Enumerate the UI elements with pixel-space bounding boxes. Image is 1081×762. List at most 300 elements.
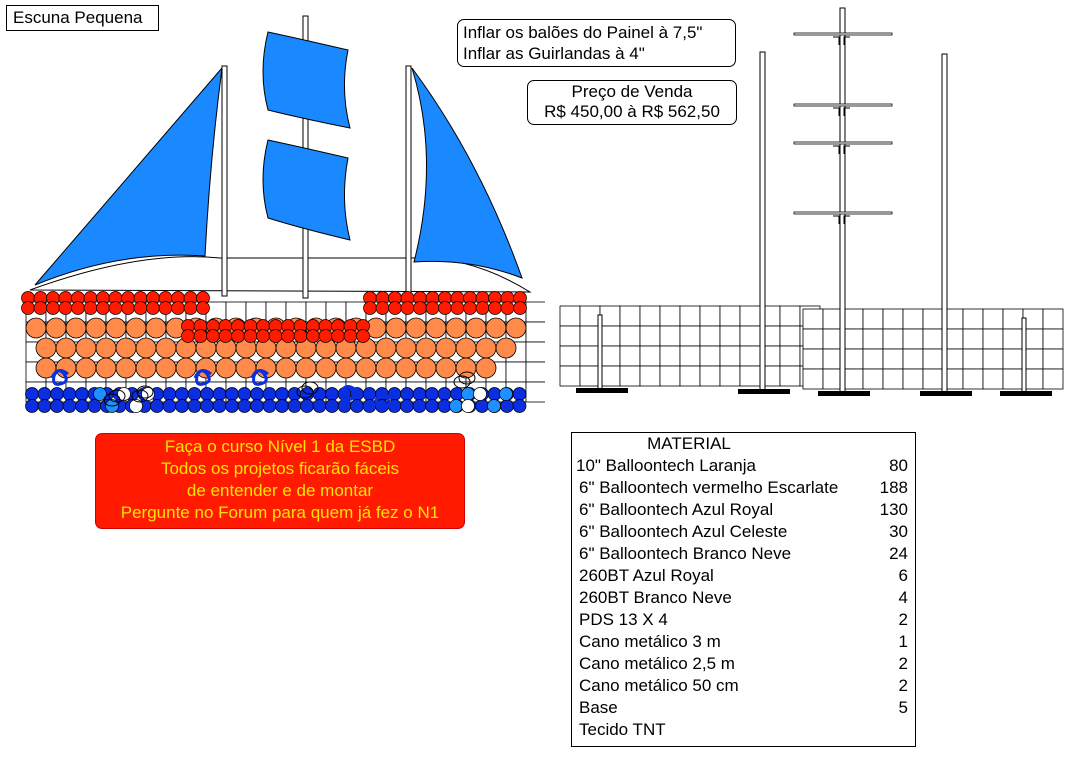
panel-grid-cell	[1023, 369, 1043, 389]
red-balloon	[282, 330, 295, 343]
course-note-line-3: de entender e de montar	[186, 481, 374, 500]
blue-balloon	[26, 400, 39, 413]
panel-grid-cell	[863, 349, 883, 369]
title-text: Escuna Pequena	[13, 8, 143, 27]
material-item-qty: 2	[898, 610, 908, 629]
panel-grid-cell	[640, 346, 660, 366]
orange-balloon	[496, 338, 516, 358]
material-item-name: Base	[579, 698, 618, 717]
blue-balloon	[413, 400, 426, 413]
material-row	[572, 698, 917, 720]
panel-grid-cell	[700, 306, 720, 326]
material-row	[572, 610, 917, 632]
red-balloon	[489, 302, 502, 315]
blue-balloon	[151, 400, 164, 413]
pole-right	[942, 54, 947, 394]
white-balloon	[474, 388, 487, 401]
blue-balloon	[263, 400, 276, 413]
panel-grid-cell	[903, 349, 923, 369]
panel-grid-cell	[863, 309, 883, 329]
panel-grid-cell	[680, 326, 700, 346]
panel-grid-cell	[843, 369, 863, 389]
red-balloon	[147, 302, 160, 315]
crossbar-clamp	[833, 146, 850, 154]
material-item-qty: 24	[889, 544, 908, 563]
sky-blue-balloon	[500, 388, 513, 401]
panel-grid-cell	[560, 346, 580, 366]
red-balloon	[307, 330, 320, 343]
panel-grid-cell	[740, 326, 760, 346]
red-balloon	[207, 330, 220, 343]
panel-grid-cell	[963, 309, 983, 329]
material-table	[571, 432, 916, 747]
orange-balloon	[356, 358, 376, 378]
panel-grid-cell	[863, 329, 883, 349]
blue-balloon	[263, 388, 276, 401]
material-item-name: Cano metálico 3 m	[579, 632, 721, 651]
blue-balloon	[26, 388, 39, 401]
material-row	[572, 588, 917, 610]
orange-balloon	[96, 358, 116, 378]
hull-grid-cell	[526, 382, 545, 402]
pole-short-left	[598, 315, 602, 389]
panel-grid-cell	[943, 329, 963, 349]
panel-grid-cell	[660, 326, 680, 346]
inflate-note-panel: Inflar os balões do Painel à 7,5"	[463, 23, 703, 42]
hull-grid-cell	[526, 362, 545, 382]
panel-grid-cell	[883, 349, 903, 369]
panel-grid-cell	[660, 306, 680, 326]
material-row	[572, 566, 917, 588]
blue-balloon	[226, 400, 239, 413]
course-note-line-4: Pergunte no Forum para quem já fez o N1	[120, 503, 440, 522]
blue-balloon	[38, 400, 51, 413]
red-balloon	[59, 302, 72, 315]
orange-balloon	[126, 318, 146, 338]
orange-balloon	[96, 338, 116, 358]
red-balloon	[357, 330, 370, 343]
price-box	[527, 80, 737, 125]
material-item-name: 6" Balloontech Azul Celeste	[579, 522, 788, 541]
blue-balloon	[188, 388, 201, 401]
panel-grid-cell	[983, 349, 1003, 369]
material-item-qty: 130	[879, 500, 908, 519]
panel-grid-cell	[560, 306, 580, 326]
red-balloon	[476, 302, 489, 315]
red-balloon	[426, 302, 439, 315]
red-balloon	[439, 302, 452, 315]
red-balloon	[332, 330, 345, 343]
blue-balloon	[238, 388, 251, 401]
red-balloon	[344, 330, 357, 343]
panel-grid-cell	[1003, 369, 1023, 389]
panel-grid-cell	[660, 366, 680, 386]
sky-blue-balloon	[450, 400, 463, 413]
orange-balloon	[426, 318, 446, 338]
panel-grid-cell	[620, 366, 640, 386]
orange-balloon	[76, 338, 96, 358]
red-balloon	[134, 302, 147, 315]
red-balloon	[34, 302, 47, 315]
red-balloon	[159, 302, 172, 315]
course-note-line-1: Faça o curso Nível 1 da ESBD	[164, 437, 396, 456]
panel-grid-cell	[923, 369, 943, 389]
blue-balloon	[426, 388, 439, 401]
material-row	[572, 720, 917, 742]
orange-balloon	[406, 318, 426, 338]
blue-balloon	[238, 400, 251, 413]
material-title: MATERIAL	[647, 434, 731, 453]
panel-grid-cell	[1023, 349, 1043, 369]
panel-grid-cell	[1043, 369, 1063, 389]
orange-balloon	[386, 318, 406, 338]
panel-grid-cell	[800, 326, 820, 346]
red-balloon	[47, 302, 60, 315]
upper-square-sail	[263, 32, 350, 128]
red-balloon	[451, 302, 464, 315]
orange-balloon	[436, 338, 456, 358]
panel-grid-cell	[740, 366, 760, 386]
panel-grid-right	[803, 309, 1063, 389]
orange-balloon	[86, 318, 106, 338]
blue-balloon	[251, 388, 264, 401]
material-row	[572, 456, 917, 478]
orange-balloon	[396, 338, 416, 358]
blue-balloon	[188, 400, 201, 413]
panel-grid-cell	[700, 326, 720, 346]
panel-grid-cell	[823, 369, 843, 389]
panel-grid-cell	[1003, 349, 1023, 369]
hull-grid-cell	[526, 322, 545, 342]
material-row	[572, 500, 917, 522]
orange-balloon	[176, 358, 196, 378]
blue-balloon	[88, 400, 101, 413]
red-balloon	[401, 302, 414, 315]
red-balloon	[501, 302, 514, 315]
panel-grid-cell	[620, 326, 640, 346]
red-balloon	[184, 302, 197, 315]
panel-grid-cell	[1023, 309, 1043, 329]
blue-balloon	[176, 388, 189, 401]
red-balloon	[269, 330, 282, 343]
blue-balloon	[438, 388, 451, 401]
blue-balloon	[488, 388, 501, 401]
panel-grid-cell	[720, 346, 740, 366]
blue-balloon	[513, 388, 526, 401]
red-balloon	[464, 302, 477, 315]
blue-balloon	[276, 400, 289, 413]
blue-balloon	[513, 400, 526, 413]
blue-balloon	[313, 400, 326, 413]
orange-balloon	[446, 318, 466, 338]
red-balloon	[414, 302, 427, 315]
orange-balloon	[476, 338, 496, 358]
base-2	[738, 389, 790, 394]
blue-balloon	[301, 400, 314, 413]
blue-balloon	[201, 388, 214, 401]
orange-balloon	[476, 358, 496, 378]
orange-balloon	[56, 338, 76, 358]
panel-grid-cell	[680, 346, 700, 366]
panel-grid-cell	[923, 309, 943, 329]
material-item-qty: 30	[889, 522, 908, 541]
red-balloon	[294, 330, 307, 343]
panel-grid-cell	[780, 326, 800, 346]
blue-balloon	[276, 388, 289, 401]
red-balloon	[172, 302, 185, 315]
hull-grid-cell	[526, 302, 545, 322]
blue-balloon	[351, 400, 364, 413]
base-1	[576, 388, 628, 393]
hull-grid-cell	[506, 362, 526, 382]
panel-grid-cell	[720, 366, 740, 386]
blue-balloon	[251, 400, 264, 413]
blue-balloon	[326, 400, 339, 413]
blue-balloon	[288, 400, 301, 413]
orange-balloon	[396, 358, 416, 378]
material-item-name: 6" Balloontech Branco Neve	[579, 544, 792, 563]
tall-pole-crossbars	[794, 33, 892, 224]
panel-grid-cell	[983, 329, 1003, 349]
inflate-note-garland: Inflar as Guirlandas à 4"	[463, 44, 645, 63]
material-item-name: Tecido TNT	[579, 720, 666, 739]
blue-balloon	[51, 400, 64, 413]
title-label	[6, 5, 159, 31]
panel-grid-cell	[560, 326, 580, 346]
panel-grid-cell	[740, 306, 760, 326]
material-item-name: Cano metálico 50 cm	[579, 676, 739, 695]
panel-grid-cell	[600, 346, 620, 366]
material-row	[572, 522, 917, 544]
red-balloon	[197, 302, 210, 315]
lower-square-sail	[263, 140, 350, 240]
sky-blue-balloon	[488, 400, 501, 413]
pole-short-right	[1022, 318, 1026, 392]
panel-grid-cell	[800, 346, 820, 366]
material-item-qty: 1	[898, 632, 908, 651]
orange-balloon	[506, 318, 526, 338]
panel-grid-cell	[943, 349, 963, 369]
panel-grid-cell	[883, 369, 903, 389]
base-4	[920, 391, 972, 396]
orange-balloon	[456, 358, 476, 378]
panel-grid-cell	[923, 349, 943, 369]
panel-grid-cell	[843, 309, 863, 329]
panel-grid-cell	[823, 349, 843, 369]
panel-grid-cell	[760, 346, 780, 366]
panel-grid-cell	[1003, 329, 1023, 349]
sky-blue-balloon	[462, 388, 475, 401]
panel-grid-cell	[943, 309, 963, 329]
panel-grid-cell	[883, 309, 903, 329]
panel-grid-cell	[660, 346, 680, 366]
orange-balloon	[66, 318, 86, 338]
red-balloon	[319, 330, 332, 343]
orange-balloon	[456, 338, 476, 358]
blue-balloon	[501, 400, 514, 413]
red-balloon	[244, 330, 257, 343]
blue-balloon	[226, 388, 239, 401]
course-note-box	[95, 433, 465, 529]
material-item-qty: 2	[898, 676, 908, 695]
material-item-qty: 4	[898, 588, 908, 607]
panel-grid-cell	[640, 326, 660, 346]
blue-balloon	[76, 388, 89, 401]
red-balloon	[364, 302, 377, 315]
orange-balloon	[336, 358, 356, 378]
pole-left	[760, 52, 765, 392]
panel-grid-cell	[600, 366, 620, 386]
blue-balloon	[38, 388, 51, 401]
panel-grid-cell	[700, 346, 720, 366]
panel-grid-cell	[903, 329, 923, 349]
blue-balloon	[63, 388, 76, 401]
panel-grid-cell	[580, 346, 600, 366]
panel-grid-cell	[963, 329, 983, 349]
material-item-name: 260BT Azul Royal	[579, 566, 714, 585]
panel-grid-cell	[760, 326, 780, 346]
material-row	[572, 544, 917, 566]
orange-balloon	[76, 358, 96, 378]
red-balloon	[182, 330, 195, 343]
crossbar-clamp	[833, 37, 850, 45]
material-item-name: 6" Balloontech vermelho Escarlate	[579, 478, 839, 497]
panel-grid-cell	[983, 369, 1003, 389]
panel-grid-cell	[720, 326, 740, 346]
panel-grid-cell	[1043, 309, 1063, 329]
orange-balloon	[316, 358, 336, 378]
panel-grid-cell	[580, 306, 600, 326]
mast-left	[222, 66, 227, 296]
blue-balloon	[438, 400, 451, 413]
panel-grid-cell	[720, 306, 740, 326]
panel-grid-cell	[680, 366, 700, 386]
panel-grid-cell	[1043, 349, 1063, 369]
orange-balloon	[416, 358, 436, 378]
price-range: R$ 450,00 à R$ 562,50	[544, 102, 720, 121]
material-item-name: 6" Balloontech Azul Royal	[579, 500, 774, 519]
blue-balloon	[313, 388, 326, 401]
blue-balloon	[51, 388, 64, 401]
panel-grid-cell	[780, 366, 800, 386]
red-balloon	[72, 302, 85, 315]
material-item-name: PDS 13 X 4	[579, 610, 668, 629]
base-3	[818, 391, 870, 396]
crossbar-clamp	[833, 216, 850, 224]
red-balloon	[22, 302, 35, 315]
panel-grid-cell	[640, 366, 660, 386]
crossbar	[794, 212, 892, 214]
panel-grid-cell	[823, 329, 843, 349]
panel-grid-cell	[640, 306, 660, 326]
blue-balloon	[163, 400, 176, 413]
panel-grid-cell	[600, 306, 620, 326]
inflate-notes-box	[457, 19, 736, 67]
panel-grid-cell	[1023, 329, 1043, 349]
orange-balloon	[136, 358, 156, 378]
red-balloon	[97, 302, 110, 315]
material-item-qty: 5	[898, 698, 908, 717]
orange-balloon	[156, 358, 176, 378]
panel-grid-cell	[800, 306, 820, 326]
material-item-qty: 188	[879, 478, 908, 497]
material-row	[572, 654, 917, 676]
pole-tall	[840, 8, 845, 394]
panel-grid-cell	[903, 369, 923, 389]
panel-grid-cell	[803, 369, 823, 389]
panel-grid-cell	[760, 306, 780, 326]
blue-balloon	[401, 400, 414, 413]
orange-balloon	[36, 338, 56, 358]
blue-balloon	[426, 400, 439, 413]
panel-grid-cell	[580, 366, 600, 386]
blue-balloon	[213, 388, 226, 401]
orange-balloon	[106, 318, 126, 338]
panel-grid-cell	[863, 369, 883, 389]
panel-grid-cell	[903, 309, 923, 329]
red-balloon	[84, 302, 97, 315]
orange-balloon	[146, 318, 166, 338]
orange-balloon	[296, 358, 316, 378]
panel-grid-cell	[560, 366, 580, 386]
mast-right	[406, 66, 411, 296]
red-balloon	[219, 330, 232, 343]
red-balloon	[109, 302, 122, 315]
panel-grid-cell	[600, 326, 620, 346]
red-balloon	[194, 330, 207, 343]
orange-balloon	[376, 358, 396, 378]
crossbar	[794, 142, 892, 144]
orange-balloon	[216, 358, 236, 378]
panel-grid-cell	[823, 309, 843, 329]
orange-balloon	[276, 358, 296, 378]
blue-balloon	[163, 388, 176, 401]
panel-grid-cell	[680, 306, 700, 326]
panel-grid-cell	[843, 349, 863, 369]
red-balloon	[232, 330, 245, 343]
material-item-qty: 2	[898, 654, 908, 673]
panel-grid-cell	[963, 369, 983, 389]
orange-balloon	[466, 318, 486, 338]
crossbar	[794, 104, 892, 106]
panel-grid-cell	[800, 366, 820, 386]
orange-balloon	[116, 338, 136, 358]
panel-grid-cell	[983, 309, 1003, 329]
panel-grid-cell	[803, 349, 823, 369]
panel-grid-cell	[1003, 309, 1023, 329]
panel-grid-cell	[963, 349, 983, 369]
orange-balloon	[116, 358, 136, 378]
panel-grid-cell	[760, 366, 780, 386]
orange-balloon	[136, 338, 156, 358]
blue-balloon	[363, 388, 376, 401]
blue-balloon	[213, 400, 226, 413]
blue-balloon	[76, 400, 89, 413]
blue-balloon	[326, 388, 339, 401]
panel-grid-cell	[620, 346, 640, 366]
white-balloon	[462, 400, 475, 413]
material-item-qty: 80	[889, 456, 908, 475]
material-item-name: Cano metálico 2,5 m	[579, 654, 735, 673]
blue-balloon	[176, 400, 189, 413]
panel-grid-cell	[883, 329, 903, 349]
blue-balloon	[401, 388, 414, 401]
panel-grid-left	[560, 306, 820, 386]
red-balloon	[376, 302, 389, 315]
material-row	[572, 632, 917, 654]
crossbar-clamp	[833, 108, 850, 116]
panel-grid-cell	[803, 309, 823, 329]
